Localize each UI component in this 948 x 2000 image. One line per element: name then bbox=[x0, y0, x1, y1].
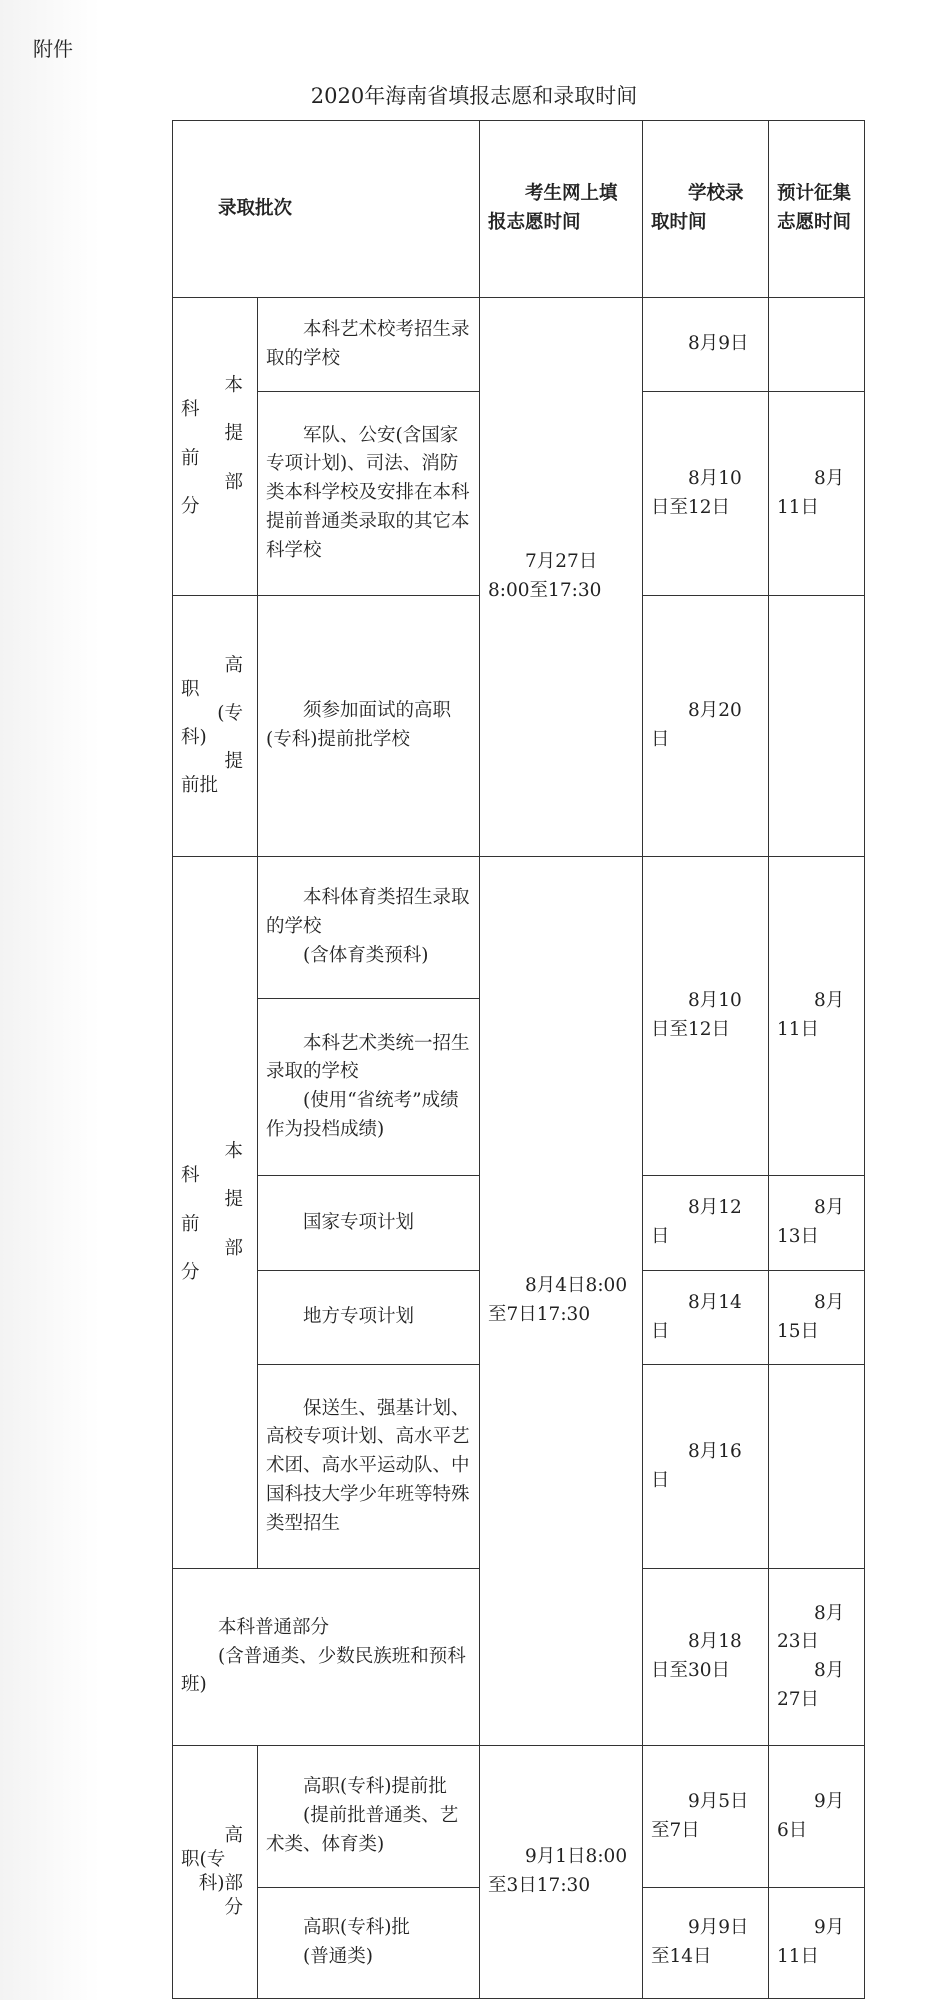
admit-time: 8月12日 bbox=[643, 1176, 769, 1271]
admit-time: 8月16日 bbox=[643, 1365, 769, 1569]
batch-name: 保送生、强基计划、高校专项计划、高水平艺术团、高水平运动队、中国科技大学少年班等特殊类型招生 bbox=[258, 1365, 480, 1569]
header-admit-time: 学校录取时间 bbox=[643, 121, 769, 298]
batch-note: (含普通类、少数民族班和预科班) bbox=[181, 1645, 466, 1696]
header-collect-time: 预计征集志愿时间 bbox=[769, 121, 865, 298]
admit-time: 9月5日至7日 bbox=[643, 1746, 769, 1888]
batch-name: 国家专项计划 bbox=[258, 1176, 480, 1271]
table-row bbox=[173, 857, 865, 999]
admit-time: 8月10日至12日 bbox=[643, 392, 769, 596]
batch-note: (普通类) bbox=[303, 1946, 373, 1967]
collect-time: 8月15日 bbox=[769, 1271, 865, 1365]
header-fill-time: 考生网上填报志愿时间 bbox=[480, 121, 643, 298]
collect-time: 8月11日 bbox=[769, 857, 865, 1176]
collect-time: 8月13日 bbox=[769, 1176, 865, 1271]
collect-time bbox=[769, 596, 865, 857]
batch-note: (使用“省统考”成绩作为投档成绩) bbox=[266, 1090, 459, 1140]
batch-name: 高职(专科)提前批 (提前批普通类、艺术类、体育类) bbox=[258, 1746, 480, 1888]
header-row bbox=[173, 121, 865, 298]
attachment-label: 附件 bbox=[33, 37, 73, 61]
batch-name: 本科艺术校考招生录取的学校 bbox=[258, 298, 480, 392]
table-row bbox=[173, 298, 865, 392]
batch-note: (提前批普通类、艺术类、体育类) bbox=[266, 1805, 459, 1855]
admit-time: 8月10日至12日 bbox=[643, 857, 769, 1176]
admit-time: 8月14日 bbox=[643, 1271, 769, 1365]
collect-time: 9月6日 bbox=[769, 1746, 865, 1888]
fill-time-2: 8月4日8:00至7日17:30 bbox=[480, 857, 643, 1746]
collect-time: 8月23日 8月27日 bbox=[769, 1569, 865, 1746]
batch-name: 地方专项计划 bbox=[258, 1271, 480, 1365]
document-title: 2020年海南省填报志愿和录取时间 bbox=[310, 84, 638, 108]
admit-time: 8月18日至30日 bbox=[643, 1569, 769, 1746]
admit-time: 9月9日至14日 bbox=[643, 1888, 769, 1999]
collect-time: 8月11日 bbox=[769, 392, 865, 596]
table-row bbox=[173, 1746, 865, 1888]
batch-name: 高职(专科)批 (普通类) bbox=[258, 1888, 480, 1999]
admit-time: 8月9日 bbox=[643, 298, 769, 392]
admit-time: 8月20日 bbox=[643, 596, 769, 857]
batch-name: 本科普通部分 (含普通类、少数民族班和预科班) bbox=[173, 1569, 480, 1746]
fill-time-3: 9月1日8:00至3日17:30 bbox=[480, 1746, 643, 1999]
batch-name: 军队、公安(含国家专项计划)、司法、消防类本科学校及安排在本科提前普通类录取的其它本科学校 bbox=[258, 392, 480, 596]
batch-note: (含体育类预科) bbox=[303, 944, 429, 966]
group-label-vocational-early: 高 职 (专 科) 提 前批 bbox=[173, 596, 258, 857]
batch-name: 本科体育类招生录取的学校 (含体育类预科) bbox=[258, 857, 480, 999]
group-label-undergrad-early-2: 本 科 提 前 部 分 bbox=[173, 857, 258, 1569]
schedule-table bbox=[172, 120, 865, 1999]
batch-name: 本科艺术类统一招生录取的学校 (使用“省统考”成绩作为投档成绩) bbox=[258, 999, 480, 1176]
batch-name: 须参加面试的高职(专科)提前批学校 bbox=[258, 596, 480, 857]
group-label-undergrad-early-1: 本 科 提 前 部 分 bbox=[173, 298, 258, 596]
fill-time-1: 7月27日8:00至17:30 bbox=[480, 298, 643, 857]
left-margin-shade bbox=[0, 0, 100, 2000]
group-label-vocational: 高 职(专 科)部分 bbox=[173, 1746, 258, 1999]
collect-time bbox=[769, 1365, 865, 1569]
collect-time bbox=[769, 298, 865, 392]
header-batch: 录取批次 bbox=[173, 121, 480, 298]
collect-time: 9月11日 bbox=[769, 1888, 865, 1999]
